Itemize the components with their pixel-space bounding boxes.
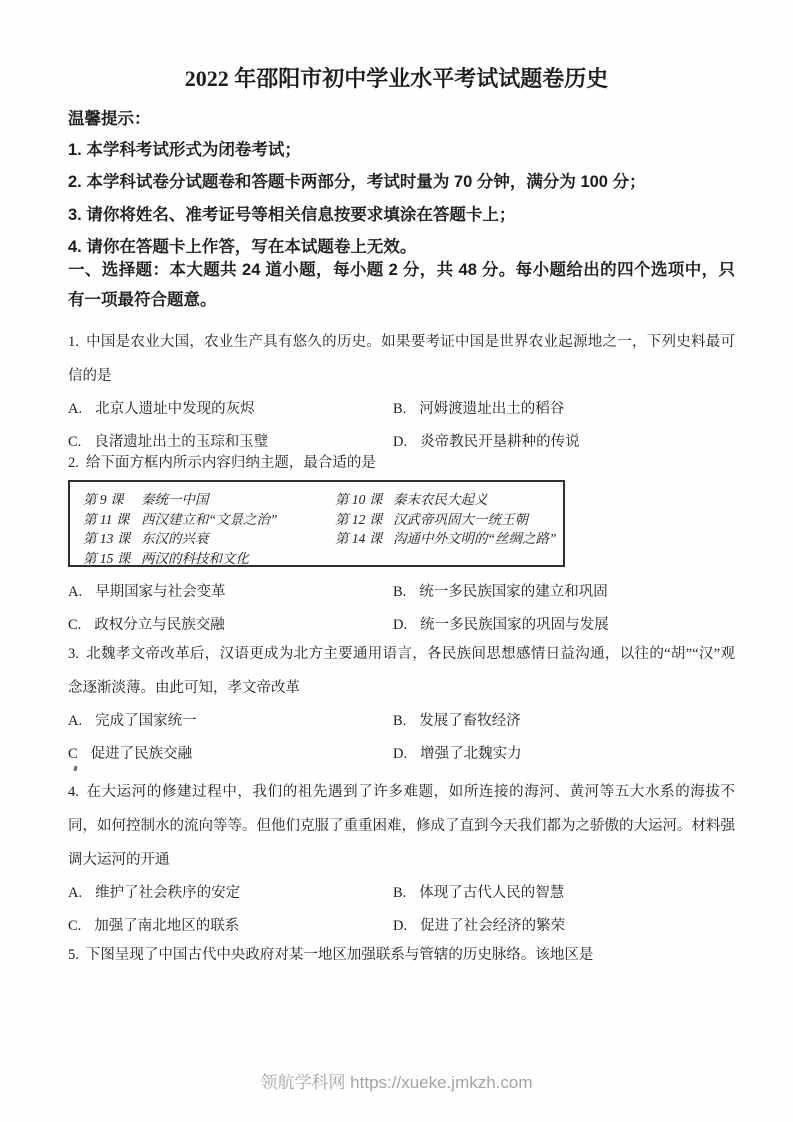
lesson-label: 第 15 课 [83,550,131,566]
option-a [68,705,393,738]
question-4-stem [68,775,735,877]
question-3 [68,637,735,771]
question-1 [68,325,735,459]
question-number: 5. [68,947,79,963]
option-label: D. [393,746,408,762]
question-3-stem [68,637,735,705]
option-label: C. [68,617,82,633]
option-text: 促进了民族交融 [90,746,193,762]
option-text: 发展了畜牧经济 [419,713,521,729]
option-label: B. [393,584,407,600]
lesson-title: 西汉建立和“文景之治” [141,511,278,527]
option-label: C. [68,918,82,934]
option-b [393,576,735,609]
notice-heading: 温馨提示： [68,110,151,128]
option-label: A. [68,401,83,417]
option-text: 良渚遗址出土的玉琮和玉璧 [94,434,269,450]
lesson-item-10 [335,490,557,510]
question-4-options [68,877,735,943]
question-stem-text: 下图呈现了中国古代中央政府对某一地区加强联系与管辖的历史脉络。该地区是 [85,947,594,963]
lesson-title: 秦末农民大起义 [393,492,488,507]
option-b [393,705,735,738]
option-text: 维护了社会秩序的安定 [95,885,241,901]
lesson-item-9 [83,490,335,510]
option-text: 体现了古代人民的智慧 [419,885,565,901]
question-stem-text: 北魏孝文帝改革后，汉语更成为北方主要通用语言，各民族间思想感情日益沟通，以往的“胡”“汉”观念逐渐淡薄。由此可知，孝文帝改革 [68,646,735,696]
question-stem-text: 给下面方框内所示内容归纳主题，最合适的是 [85,455,376,471]
question-1-stem [68,325,735,393]
notice-item-3: 3. 请你将姓名、准考证号等相关信息按要求填涂在答题卡上； [68,205,516,224]
question-number: 4. [68,784,79,800]
option-text: 加强了南北地区的联系 [94,918,240,934]
question-5 [68,938,735,972]
option-text: 统一多民族国家的巩固与发展 [420,617,609,633]
question-2-options [68,576,735,642]
option-a [68,393,393,426]
option-a [68,576,393,609]
question-3-options [68,705,735,771]
option-text: 促进了社会经济的繁荣 [420,918,566,934]
lesson-title: 汉武帝巩固大一统王朝 [393,511,528,527]
notice-item-2: 2. 本学科试卷分试题卷和答题卡两部分，考试时量为 70 分钟，满分为 100 分； [68,173,646,192]
option-b [393,393,735,426]
notice-item-4: 4. 请你在答题卡上作答，写在本试题卷上无效。 [68,237,417,256]
option-text: 完成了国家统一 [95,713,197,729]
question-stem-text: 在大运河的修建过程中，我们的祖先遇到了许多难题，如所连接的海河、黄河等五大水系的海拔不同，如何控制水的流向等等。但他们克服了重重困难，修成了直到今天我们都为之骄傲的大运河。材料强调大运河的开通 [68,784,735,868]
lesson-label: 第 10 课 [335,492,383,507]
option-label: B. [393,401,407,417]
option-label: C. [68,434,82,450]
lesson-item-11 [83,510,335,530]
option-text: 增强了北魏实力 [420,746,522,762]
option-text: 河姆渡遗址出土的稻谷 [419,401,565,417]
option-label: D. [393,617,408,633]
option-label: D. [393,434,408,450]
option-a [68,877,393,910]
notice-item-1: 1. 本学科考试形式为闭卷考试； [68,141,301,159]
question-number: 1. [68,334,79,350]
lesson-label: 第 14 课 [335,531,383,546]
option-text: 北京人遗址中发现的灰烬 [95,401,255,417]
lesson-item-15 [83,549,335,569]
question-2-stem [68,446,735,480]
question-number: 2. [68,455,79,471]
question-stem-text: 中国是农业大国，农业生产具有悠久的历史。如果要考证中国是世界农业起源地之一，下列史料最可信的是 [68,334,735,384]
option-text: 统一多民族国家的建立和巩固 [419,584,608,600]
option-label: B. [393,885,407,901]
lesson-label: 第 9 课 [83,492,124,507]
lesson-title: 秦统一中国 [141,492,209,507]
option-b [393,877,735,910]
option-label: A. [68,584,83,600]
notice-list [68,134,735,263]
lesson-label: 第 13 课 [83,531,131,546]
lesson-title: 两汉的科技和文化 [141,550,249,566]
lesson-item-14 [335,529,557,549]
option-label: C [68,746,78,762]
question-2 [68,446,735,642]
option-c [68,738,393,771]
option-text: 炎帝教民开垦耕种的传说 [420,434,580,450]
option-label: A. [68,713,83,729]
lesson-item-12 [335,510,557,530]
lessons-box [68,480,565,567]
lesson-label: 第 11 课 [83,511,130,527]
question-4 [68,775,735,943]
exam-title: 2022 年邵阳市初中学业水平考试试题卷历史 [184,66,609,91]
footer-watermark: 领航学科网 https://xueke.jmkzh.com [260,1073,533,1092]
option-label: B. [393,713,407,729]
question-number: 3. [68,646,79,662]
lesson-label: 第 12 课 [335,511,383,527]
section-heading: 一、选择题：本大题共 24 道小题，每小题 2 分，共 48 分。每小题给出的四个选项中，只有一项最符合题意。 [68,261,735,309]
option-label: A. [68,885,83,901]
option-label: D. [393,918,408,934]
option-d [393,738,735,771]
option-text: 政权分立与民族交融 [94,617,225,633]
question-5-stem [68,938,735,972]
lesson-title: 沟通中外文明的“丝绸之路” [393,531,557,546]
lesson-item-13 [83,529,335,549]
option-text: 早期国家与社会变革 [95,584,226,600]
lesson-title: 东汉的兴衰 [141,531,209,546]
